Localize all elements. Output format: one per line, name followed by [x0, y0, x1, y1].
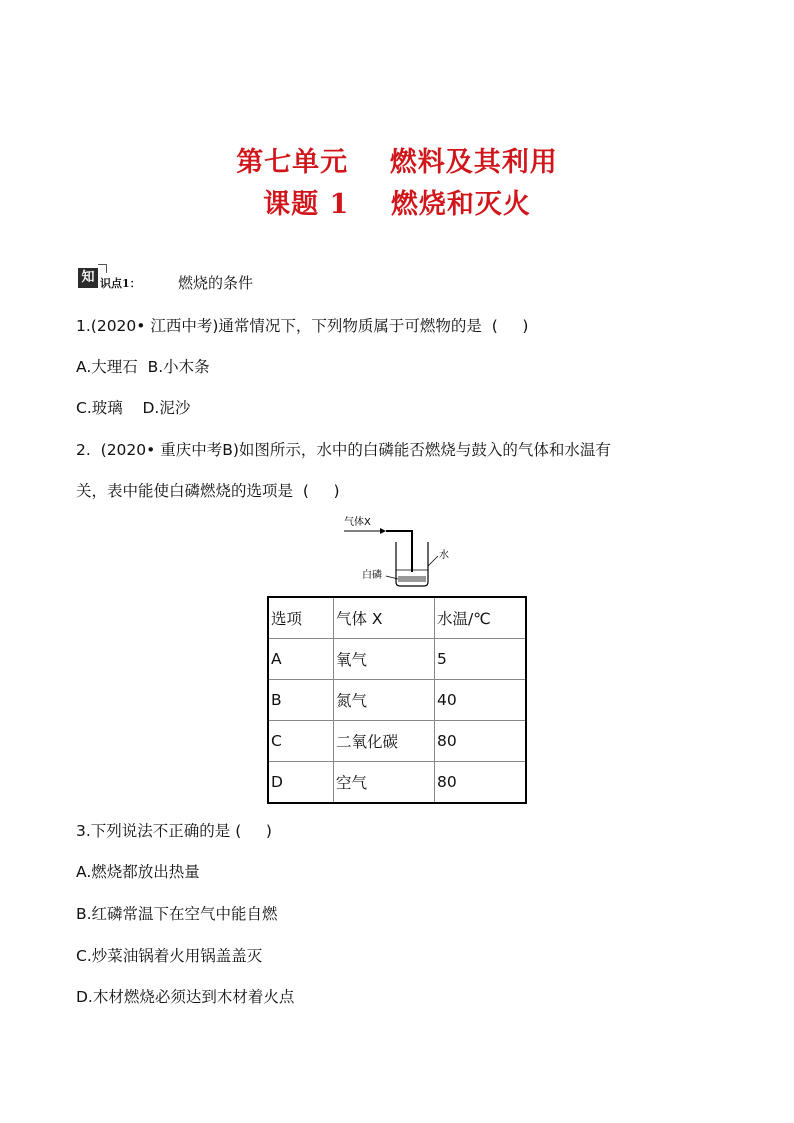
question-1-options-cd: C.玻璃 D.泥沙	[76, 399, 191, 417]
table-cell: D	[268, 762, 334, 804]
question-1-options-ab: A.大理石 B.小木条	[76, 358, 210, 376]
table-header-cell: 水温/℃	[435, 597, 527, 639]
white-phosphorus	[398, 576, 426, 582]
table-header-cell: 选项	[268, 597, 334, 639]
table-row	[268, 762, 526, 804]
question-3-option-a: A.燃烧都放出热量	[76, 863, 200, 881]
table-header-row	[268, 597, 526, 639]
question-2-stem-line-2: 关，表中能使白磷燃烧的选项是 ( )	[76, 482, 340, 500]
gas-arrow-head	[380, 528, 386, 534]
gas-x-label: 气体X	[344, 517, 371, 528]
table-cell: 空气	[334, 762, 435, 804]
water-label: 水	[439, 550, 449, 561]
question-2-stem-line-1: 2. (2020• 重庆中考B)如图所示，水中的白磷能否燃烧与鼓入的气体和水温有	[76, 441, 611, 459]
gas-tube	[386, 531, 412, 572]
table-cell: 80	[435, 762, 527, 804]
table-cell: 5	[435, 639, 527, 680]
table-row	[268, 721, 526, 762]
phosphorus-label: 白磷	[362, 570, 382, 581]
table-cell: B	[268, 680, 334, 721]
unit-title: 第七单元 燃料及其利用	[236, 147, 558, 178]
knowledge-point-title: 燃烧的条件	[178, 274, 254, 292]
table-cell: 氮气	[334, 680, 435, 721]
badge-corner-mark	[98, 264, 107, 273]
water-pointer	[428, 556, 438, 566]
question-3-option-c: C.炒菜油锅着火用锅盖盖灭	[76, 947, 263, 965]
table-cell: 80	[435, 721, 527, 762]
knowledge-badge-icon: 知	[78, 268, 98, 288]
question-3-stem: 3.下列说法不正确的是 ( )	[76, 822, 272, 840]
table-cell: 二氧化碳	[334, 721, 435, 762]
table-cell: A	[268, 639, 334, 680]
table-cell: C	[268, 721, 334, 762]
table-cell: 氧气	[334, 639, 435, 680]
question-3-option-b: B.红磷常温下在空气中能自燃	[76, 905, 278, 923]
experiment-figure	[340, 510, 470, 590]
question-3-option-d: D.木材燃烧必须达到木材着火点	[76, 988, 295, 1006]
lesson-title: 课题 1 燃烧和灭火	[263, 189, 531, 220]
table-row	[268, 639, 526, 680]
question-1-stem: 1.(2020• 江西中考)通常情况下，下列物质属于可燃物的是 ( )	[76, 317, 529, 335]
table-header-cell: 气体 X	[334, 597, 435, 639]
table-row	[268, 680, 526, 721]
options-table	[267, 596, 527, 804]
table-cell: 40	[435, 680, 527, 721]
knowledge-point-label: 识点1：	[100, 277, 141, 290]
